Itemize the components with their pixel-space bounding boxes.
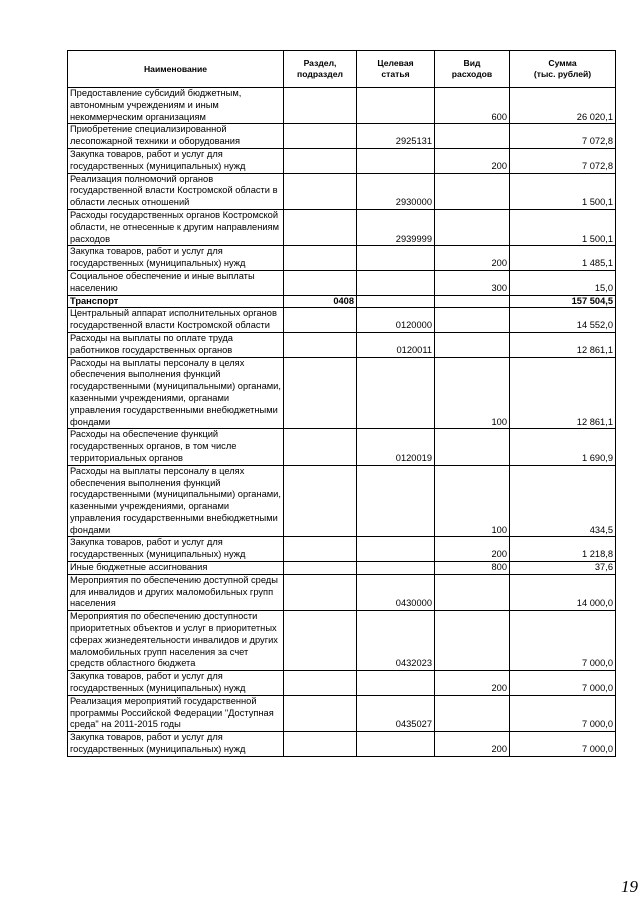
table-row xyxy=(68,148,616,173)
cell-name: Мероприятия по обеспечению доступной среды для инвалидов и других маломобильных групп населения xyxy=(68,574,284,610)
cell-sum: 7 000,0 xyxy=(510,732,616,757)
cell-section xyxy=(284,148,357,173)
cell-sum: 7 072,8 xyxy=(510,148,616,173)
budget-table-sheet xyxy=(67,50,615,757)
cell-sum: 1 500,1 xyxy=(510,173,616,209)
cell-sum: 12 861,1 xyxy=(510,332,616,357)
cell-type: 100 xyxy=(435,465,510,537)
cell-section xyxy=(284,332,357,357)
table-row xyxy=(68,465,616,537)
table-row xyxy=(68,88,616,124)
cell-target xyxy=(357,465,435,537)
cell-target xyxy=(357,732,435,757)
header-target: Целевая статья xyxy=(357,51,435,88)
cell-type xyxy=(435,332,510,357)
cell-type xyxy=(435,574,510,610)
cell-target: 0432023 xyxy=(357,611,435,671)
cell-name: Мероприятия по обеспечению доступности приоритетных объектов и услуг в приоритетных сферах жизнедеятельности инвалидов и других маломобильных групп населения за счет средств областного бюджета xyxy=(68,611,284,671)
cell-name: Реализация мероприятий государственной программы Российской Федерации "Доступная среда" на 2011-2015 годы xyxy=(68,695,284,731)
table-row xyxy=(68,671,616,696)
cell-name: Предоставление субсидий бюджетным, автономным учреждениям и иным некоммерческим организациям xyxy=(68,88,284,124)
cell-name: Закупка товаров, работ и услуг для государственных (муниципальных) нужд xyxy=(68,246,284,271)
cell-type xyxy=(435,124,510,149)
cell-type xyxy=(435,308,510,333)
cell-target xyxy=(357,295,435,308)
cell-section xyxy=(284,562,357,575)
page-number: 19 xyxy=(621,877,638,896)
cell-sum: 434,5 xyxy=(510,465,616,537)
cell-name: Расходы на выплаты персоналу в целях обеспечения выполнения функций государственными (муниципальными) органами, казенными учреждениями, органами управления государственными внебюджетными фондами xyxy=(68,357,284,429)
cell-type: 200 xyxy=(435,671,510,696)
cell-section xyxy=(284,537,357,562)
table-row xyxy=(68,611,616,671)
cell-target: 2939999 xyxy=(357,209,435,245)
cell-type xyxy=(435,173,510,209)
cell-type: 600 xyxy=(435,88,510,124)
cell-target xyxy=(357,562,435,575)
cell-type: 300 xyxy=(435,270,510,295)
table-row xyxy=(68,270,616,295)
cell-name: Закупка товаров, работ и услуг для государственных (муниципальных) нужд xyxy=(68,732,284,757)
cell-type: 200 xyxy=(435,246,510,271)
cell-sum: 7 072,8 xyxy=(510,124,616,149)
cell-sum: 12 861,1 xyxy=(510,357,616,429)
cell-name: Реализация полномочий органов государственной власти Костромской области в области лесных отношений xyxy=(68,173,284,209)
table-row xyxy=(68,124,616,149)
cell-sum: 1 485,1 xyxy=(510,246,616,271)
cell-section xyxy=(284,574,357,610)
table-row xyxy=(68,732,616,757)
cell-sum: 7 000,0 xyxy=(510,695,616,731)
cell-name: Социальное обеспечение и иные выплаты населению xyxy=(68,270,284,295)
table-row xyxy=(68,537,616,562)
cell-section xyxy=(284,209,357,245)
cell-target xyxy=(357,148,435,173)
cell-sum: 15,0 xyxy=(510,270,616,295)
cell-name: Закупка товаров, работ и услуг для государственных (муниципальных) нужд xyxy=(68,148,284,173)
table-header-row xyxy=(68,51,616,88)
cell-type: 200 xyxy=(435,148,510,173)
header-section: Раздел, подраздел xyxy=(284,51,357,88)
cell-target xyxy=(357,88,435,124)
cell-section xyxy=(284,357,357,429)
cell-target xyxy=(357,246,435,271)
table-row xyxy=(68,695,616,731)
cell-type: 100 xyxy=(435,357,510,429)
cell-name: Транспорт xyxy=(68,295,284,308)
cell-section xyxy=(284,695,357,731)
cell-target: 0120011 xyxy=(357,332,435,357)
cell-sum: 7 000,0 xyxy=(510,671,616,696)
table-row xyxy=(68,429,616,465)
cell-type: 200 xyxy=(435,537,510,562)
cell-section: 0408 xyxy=(284,295,357,308)
table-row xyxy=(68,357,616,429)
cell-type xyxy=(435,695,510,731)
cell-name: Расходы на обеспечение функций государственных органов, в том числе территориальных органов xyxy=(68,429,284,465)
table-row xyxy=(68,562,616,575)
cell-section xyxy=(284,465,357,537)
cell-sum: 1 218,8 xyxy=(510,537,616,562)
cell-target xyxy=(357,671,435,696)
cell-sum: 7 000,0 xyxy=(510,611,616,671)
cell-section xyxy=(284,429,357,465)
cell-name: Закупка товаров, работ и услуг для государственных (муниципальных) нужд xyxy=(68,671,284,696)
cell-target: 0120019 xyxy=(357,429,435,465)
cell-section xyxy=(284,246,357,271)
cell-section xyxy=(284,88,357,124)
cell-type: 800 xyxy=(435,562,510,575)
cell-section xyxy=(284,732,357,757)
cell-sum: 14 000,0 xyxy=(510,574,616,610)
cell-sum: 1 500,1 xyxy=(510,209,616,245)
cell-sum: 157 504,5 xyxy=(510,295,616,308)
cell-target xyxy=(357,537,435,562)
cell-name: Расходы на выплаты персоналу в целях обеспечения выполнения функций государственными (муниципальными) органами, казенными учреждениями, органами управления государственными внебюджетными фондами xyxy=(68,465,284,537)
cell-section xyxy=(284,611,357,671)
cell-type xyxy=(435,209,510,245)
table-row xyxy=(68,332,616,357)
table-row xyxy=(68,574,616,610)
cell-type: 200 xyxy=(435,732,510,757)
cell-sum: 1 690,9 xyxy=(510,429,616,465)
cell-name: Иные бюджетные ассигнования xyxy=(68,562,284,575)
header-type: Вид расходов xyxy=(435,51,510,88)
cell-name: Закупка товаров, работ и услуг для государственных (муниципальных) нужд xyxy=(68,537,284,562)
cell-section xyxy=(284,671,357,696)
cell-type xyxy=(435,295,510,308)
cell-type xyxy=(435,611,510,671)
cell-name: Расходы на выплаты по оплате труда работников государственных органов xyxy=(68,332,284,357)
cell-target: 2930000 xyxy=(357,173,435,209)
header-name: Наименование xyxy=(68,51,284,88)
cell-target: 0430000 xyxy=(357,574,435,610)
cell-target xyxy=(357,357,435,429)
cell-sum: 26 020,1 xyxy=(510,88,616,124)
cell-section xyxy=(284,270,357,295)
header-sum: Сумма (тыс. рублей) xyxy=(510,51,616,88)
cell-type xyxy=(435,429,510,465)
cell-name: Центральный аппарат исполнительных органов государственной власти Костромской области xyxy=(68,308,284,333)
cell-target xyxy=(357,270,435,295)
cell-target: 0120000 xyxy=(357,308,435,333)
table-row xyxy=(68,209,616,245)
table-row xyxy=(68,173,616,209)
budget-table xyxy=(67,50,616,757)
cell-section xyxy=(284,308,357,333)
cell-sum: 14 552,0 xyxy=(510,308,616,333)
cell-sum: 37,6 xyxy=(510,562,616,575)
cell-target: 2925131 xyxy=(357,124,435,149)
cell-name: Приобретение специализированной лесопожарной техники и оборудования xyxy=(68,124,284,149)
table-row xyxy=(68,246,616,271)
table-row xyxy=(68,308,616,333)
table-row xyxy=(68,295,616,308)
cell-section xyxy=(284,124,357,149)
cell-target: 0435027 xyxy=(357,695,435,731)
cell-section xyxy=(284,173,357,209)
cell-name: Расходы государственных органов Костромской области, не отнесенные к другим направлениям расходов xyxy=(68,209,284,245)
